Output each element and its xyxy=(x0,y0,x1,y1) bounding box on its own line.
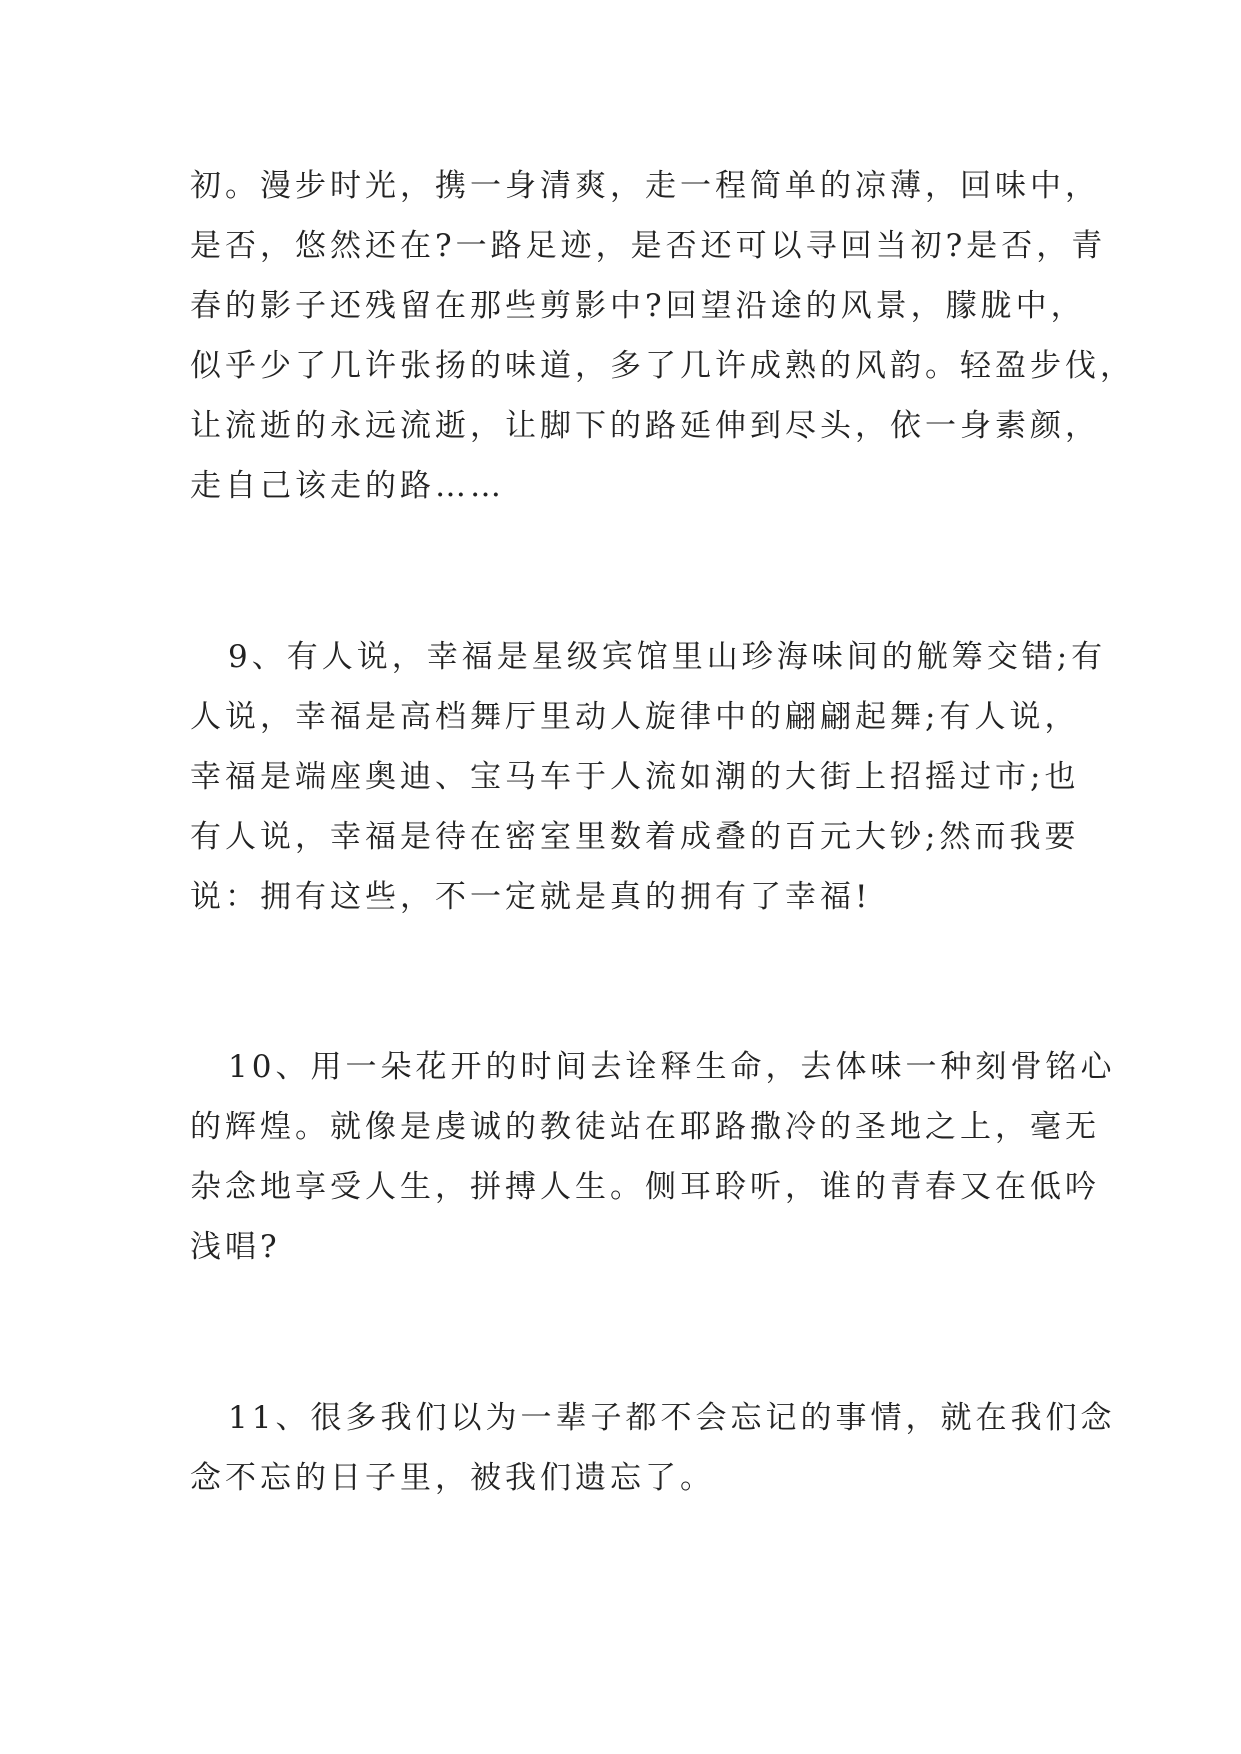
text-line: 人说，幸福是高档舞厅里动人旋律中的翩翩起舞;有人说， xyxy=(190,699,1080,735)
text-line: 似乎少了几许张扬的味道，多了几许成熟的风韵。轻盈步伐， xyxy=(190,348,1135,384)
text-line: 走自己该走的路…… xyxy=(190,468,505,504)
paragraph-continuation xyxy=(190,156,1135,516)
text-line: 让流逝的永远流逝，让脚下的路延伸到尽头，依一身素颜， xyxy=(190,408,1100,444)
text-line: 浅唱? xyxy=(190,1229,281,1265)
text-line: 春的影子还残留在那些剪影中?回望沿途的风景，朦胧中， xyxy=(190,288,1086,324)
text-line: 10、用一朵花开的时间去诠释生命，去体味一种刻骨铭心 xyxy=(228,1049,1116,1085)
text-line: 9、有人说，幸福是星级宾馆里山珍海味间的觥筹交错;有 xyxy=(228,639,1107,675)
text-line: 初。漫步时光，携一身清爽，走一程简单的凉薄，回味中， xyxy=(190,168,1100,204)
text-line: 有人说，幸福是待在密室里数着成叠的百元大钞;然而我要 xyxy=(190,819,1080,855)
text-line: 是否，悠然还在?一路足迹，是否还可以寻回当初?是否，青 xyxy=(190,228,1107,264)
text-line: 念不忘的日子里，被我们遗忘了。 xyxy=(190,1460,715,1496)
paragraph-9 xyxy=(190,627,1107,927)
paragraph-11 xyxy=(190,1388,1116,1508)
text-line: 的辉煌。就像是虔诚的教徒站在耶路撒冷的圣地之上，毫无 xyxy=(190,1109,1100,1145)
text-line: 幸福是端座奥迪、宝马车于人流如潮的大街上招摇过市;也 xyxy=(190,759,1080,795)
text-line: 说：拥有这些，不一定就是真的拥有了幸福! xyxy=(190,879,872,915)
text-line: 11、很多我们以为一辈子都不会忘记的事情，就在我们念 xyxy=(228,1400,1116,1436)
text-line: 杂念地享受人生，拼搏人生。侧耳聆听，谁的青春又在低吟 xyxy=(190,1169,1100,1205)
paragraph-10 xyxy=(190,1037,1116,1277)
